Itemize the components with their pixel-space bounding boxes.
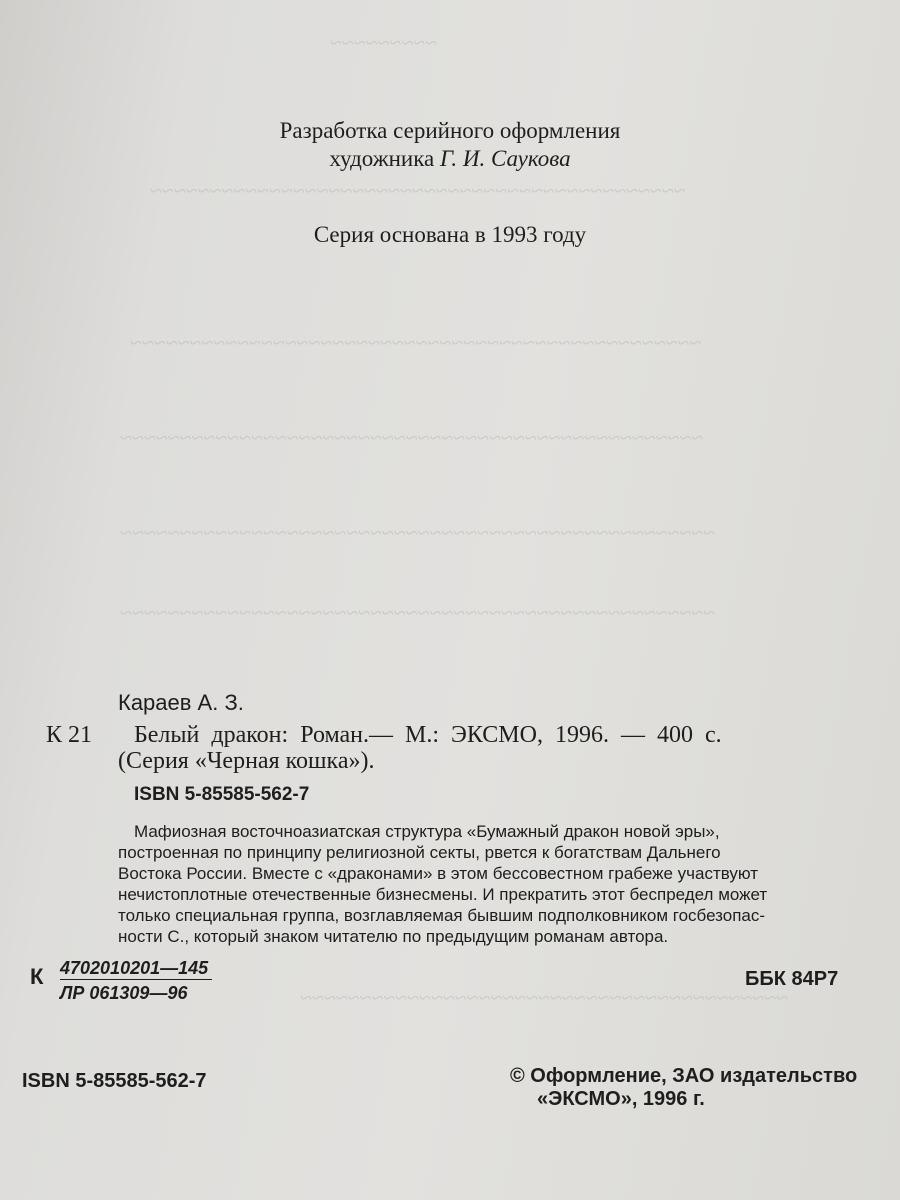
copyright-line-1: © Оформление, ЗАО издательство	[510, 1065, 858, 1087]
annotation-line: только специальная группа, возглавляемая бывшим подполковником госбезопас-	[118, 906, 766, 925]
show-through-decoration: ~~~~~~~~~~~~~~~~~~~~~~~~~~~~~~~~~~~~~~~~~~~~~~~~~	[120, 425, 704, 450]
annotation-line: Востока России. Вместе с «драконами» в этом бессовестном грабеже участвуют	[118, 864, 759, 883]
bbk-code: ББК 84Р7	[745, 968, 839, 990]
annotation-line: Мафиозная восточноазиатская структура «Бумажный дракон новой эры»,	[134, 822, 720, 841]
show-through-decoration: ~~~~~~~~~~~~~~~~~~~~~~~~~~~~~~~~~~~~~~~~~~~~~	[150, 178, 686, 203]
catalog-author: Караев А. З.	[118, 690, 244, 715]
artist-credit-prefix: художника	[329, 146, 441, 171]
series-line: (Серия «Черная кошка»).	[118, 748, 375, 774]
show-through-decoration: ~~~~~~~~~	[330, 30, 438, 55]
k-letter: К	[30, 964, 44, 989]
series-founded-line: Серия основана в 1993 году	[313, 222, 587, 247]
artist-credit-line	[0, 146, 900, 172]
copyright-line-2: «ЭКСМО», 1996 г.	[537, 1088, 705, 1110]
show-through-decoration: ~~~~~~~~~~~~~~~~~~~~~~~~~~~~~~~~~~~~~~~~~~~~~~~~~~	[120, 520, 716, 545]
annotation-line: ности С., который знаком читателю по предыдущим романам автора.	[118, 927, 669, 946]
k-numerator: 4702010201—145	[60, 958, 212, 980]
show-through-decoration: ~~~~~~~~~~~~~~~~~~~~~~~~~~~~~~~~~~~~~~~~~	[300, 985, 788, 1010]
footer-isbn: ISBN 5-85585-562-7	[22, 1070, 207, 1092]
annotation-line: нечистоплотные отечественные бизнесмены. И прекратить этот беспредел может	[118, 885, 768, 904]
bibliographic-line: Белый дракон: Роман.— М.: ЭКСМО, 1996. — 400 с.	[134, 722, 722, 748]
artist-name: Г. И. Саукова	[440, 146, 571, 171]
annotation-line: построенная по принципу религиозной секты, рвется к богатствам Дальнего	[118, 843, 721, 862]
show-through-decoration: ~~~~~~~~~~~~~~~~~~~~~~~~~~~~~~~~~~~~~~~~~~~~~~~~	[130, 330, 702, 355]
catalog-isbn: ISBN 5-85585-562-7	[134, 784, 310, 805]
show-through-decoration: ~~~~~~~~~~~~~~~~~~~~~~~~~~~~~~~~~~~~~~~~~~~~~~~~~~	[120, 600, 716, 625]
k-denominator: ЛР 061309—96	[60, 983, 188, 1003]
design-credit-line: Разработка серийного оформления	[279, 118, 621, 143]
catalog-index: К 21	[46, 722, 93, 748]
